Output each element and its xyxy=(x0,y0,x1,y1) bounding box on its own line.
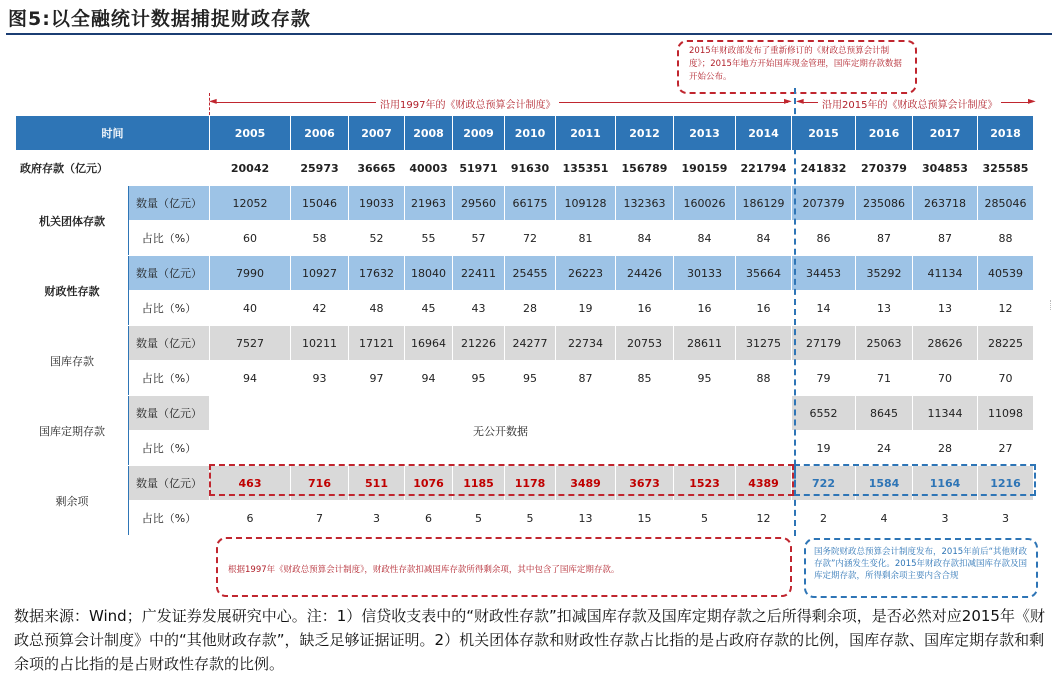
gov-deposit-label: 政府存款（亿元） xyxy=(16,151,210,186)
year-header: 2012 xyxy=(616,116,674,151)
table-cell: 5 xyxy=(453,501,505,536)
g3-qty-row xyxy=(16,326,1034,361)
table-cell: 72 xyxy=(505,221,556,256)
table-cell: 325585 xyxy=(978,151,1034,186)
table-cell: 70 xyxy=(978,361,1034,396)
table-cell: 109128 xyxy=(556,186,616,221)
table-cell: 304853 xyxy=(913,151,978,186)
table-cell: 16 xyxy=(616,291,674,326)
year-header: 2018 xyxy=(978,116,1034,151)
table-cell: 3 xyxy=(349,501,405,536)
table-cell: 270379 xyxy=(856,151,913,186)
pct-label: 占比（%） xyxy=(129,501,210,536)
title-rule xyxy=(6,33,1052,35)
g2-pct-row xyxy=(16,291,1034,326)
table-cell: 132363 xyxy=(616,186,674,221)
table-cell: 84 xyxy=(616,221,674,256)
table-cell: 4389 xyxy=(736,466,792,501)
table-cell: 7 xyxy=(291,501,349,536)
year-header: 2014 xyxy=(736,116,792,151)
g1-label: 机关团体存款 xyxy=(16,186,129,256)
table-cell: 6 xyxy=(405,501,453,536)
table-cell: 20042 xyxy=(210,151,291,186)
year-header: 2017 xyxy=(913,116,978,151)
g2-label: 财政性存款 xyxy=(16,256,129,326)
qty-label: 数量（亿元） xyxy=(129,326,210,361)
table-cell: 30133 xyxy=(674,256,736,291)
pct-label: 占比（%） xyxy=(129,431,210,466)
table-cell: 12052 xyxy=(210,186,291,221)
table-cell: 40 xyxy=(210,291,291,326)
table-cell: 48 xyxy=(349,291,405,326)
table-cell: 160026 xyxy=(674,186,736,221)
table-cell: 45 xyxy=(405,291,453,326)
g1-pct-row xyxy=(16,221,1034,256)
table-cell: 21226 xyxy=(453,326,505,361)
table-cell: 87 xyxy=(913,221,978,256)
table-cell: 186129 xyxy=(736,186,792,221)
arrow-right-icon: ► xyxy=(784,96,792,107)
table-cell: 19033 xyxy=(349,186,405,221)
pct-label: 占比（%） xyxy=(129,221,210,256)
table-cell: 11344 xyxy=(913,396,978,431)
table-cell: 57 xyxy=(453,221,505,256)
footer-note: 数据来源：Wind；广发证券发展研究中心。注：1）信贷收支表中的“财政性存款”扣减国库存款及国库定期存款之后所得剩余项，是否必然对应2015年《财政总预算会计制度》中的“其他财政存款”，缺乏足够证据证明。2）机关团体存款和财政性存款占比指的是占政府存款的比例，国库存款、国库定期存款和剩余项的占比指的是占财政性存款的比例。 xyxy=(14,607,1045,673)
table-cell: 91630 xyxy=(505,151,556,186)
table-cell: 25063 xyxy=(856,326,913,361)
table-cell: 28 xyxy=(913,431,978,466)
table-cell: 95 xyxy=(453,361,505,396)
table-cell: 93 xyxy=(291,361,349,396)
table-cell: 235086 xyxy=(856,186,913,221)
table-cell: 8645 xyxy=(856,396,913,431)
qty-label: 数量（亿元） xyxy=(129,466,210,501)
table-cell: 1584 xyxy=(856,466,913,501)
table-cell: 3673 xyxy=(616,466,674,501)
table-cell: 3 xyxy=(978,501,1034,536)
table-cell: 1178 xyxy=(505,466,556,501)
table-cell: 58 xyxy=(291,221,349,256)
table-cell: 94 xyxy=(210,361,291,396)
table-cell: 85 xyxy=(616,361,674,396)
table-cell: 263718 xyxy=(913,186,978,221)
table-cell: 24277 xyxy=(505,326,556,361)
table-cell: 16 xyxy=(736,291,792,326)
table-cell: 36665 xyxy=(349,151,405,186)
table-cell: 24 xyxy=(856,431,913,466)
table-cell: 207379 xyxy=(792,186,856,221)
table-cell: 71 xyxy=(856,361,913,396)
table-cell: 52 xyxy=(349,221,405,256)
table-cell: 17632 xyxy=(349,256,405,291)
table-cell: 1164 xyxy=(913,466,978,501)
table-cell: 95 xyxy=(674,361,736,396)
table-cell: 87 xyxy=(556,361,616,396)
table-cell: 27 xyxy=(978,431,1034,466)
table-cell: 88 xyxy=(978,221,1034,256)
table-cell: 16964 xyxy=(405,326,453,361)
gov-deposit-row xyxy=(16,151,1034,186)
table-cell: 81 xyxy=(556,221,616,256)
year-header: 2008 xyxy=(405,116,453,151)
table-cell: 41134 xyxy=(913,256,978,291)
g2-qty-row xyxy=(16,256,1034,291)
note-left: 根据1997年《财政总预算会计制度》，财政性存款扣减国库存款所得剩余项，其中包含了国库定期存款。 xyxy=(216,537,792,597)
table-cell: 15 xyxy=(616,501,674,536)
table-cell: 34453 xyxy=(792,256,856,291)
table-cell: 24426 xyxy=(616,256,674,291)
note-right: 国务院财政总预算会计制度发布，2015年前后“其他财政存款”内涵发生变化。2015年财政存款扣减国库存款及国库定期存款，所得剩余项主要内含合规 xyxy=(804,538,1038,598)
g4-label: 国库定期存款 xyxy=(16,396,129,466)
year-header: 2013 xyxy=(674,116,736,151)
table-cell: 190159 xyxy=(674,151,736,186)
arrow-left-icon: ◄ xyxy=(209,96,217,107)
table-cell: 28225 xyxy=(978,326,1034,361)
table-cell: 511 xyxy=(349,466,405,501)
table-cell: 6 xyxy=(210,501,291,536)
table-cell: 84 xyxy=(674,221,736,256)
pct-label: 占比（%） xyxy=(129,361,210,396)
time-header: 时间 xyxy=(16,116,210,151)
g1-qty-row xyxy=(16,186,1034,221)
table-cell: 70 xyxy=(913,361,978,396)
table-cell: 28 xyxy=(505,291,556,326)
table-cell: 285046 xyxy=(978,186,1034,221)
table-cell: 5 xyxy=(505,501,556,536)
year-header: 2007 xyxy=(349,116,405,151)
table-cell: 20753 xyxy=(616,326,674,361)
table-cell: 12 xyxy=(978,291,1034,326)
year-header: 2006 xyxy=(291,116,349,151)
table-cell: 716 xyxy=(291,466,349,501)
g5-pct-row xyxy=(16,501,1034,536)
table-cell: 19 xyxy=(792,431,856,466)
table-cell: 43 xyxy=(453,291,505,326)
g3-label: 国库存款 xyxy=(16,326,129,396)
table-cell: 13 xyxy=(856,291,913,326)
table-cell: 87 xyxy=(856,221,913,256)
no-public-data: 无公开数据 xyxy=(210,396,792,466)
table-cell: 27179 xyxy=(792,326,856,361)
table-cell: 22734 xyxy=(556,326,616,361)
table-cell: 4 xyxy=(856,501,913,536)
table-cell: 13 xyxy=(556,501,616,536)
table-cell: 35664 xyxy=(736,256,792,291)
table-cell: 29560 xyxy=(453,186,505,221)
year-header: 2005 xyxy=(210,116,291,151)
year-header: 2009 xyxy=(453,116,505,151)
table-cell: 5 xyxy=(674,501,736,536)
table-cell: 241832 xyxy=(792,151,856,186)
table-cell: 28611 xyxy=(674,326,736,361)
table-cell: 88 xyxy=(736,361,792,396)
table-cell: 51971 xyxy=(453,151,505,186)
table-cell: 42 xyxy=(291,291,349,326)
bracket-left-label: 沿用1997年的《财政总预算会计制度》 xyxy=(376,96,559,111)
table-cell: 1216 xyxy=(978,466,1034,501)
year-header: 2010 xyxy=(505,116,556,151)
table-cell: 2 xyxy=(792,501,856,536)
table-cell: 35292 xyxy=(856,256,913,291)
table-cell: 28626 xyxy=(913,326,978,361)
table-cell: 60 xyxy=(210,221,291,256)
bracket-right-label: 沿用2015年的《财政总预算会计制度》 xyxy=(818,96,1001,111)
year-header: 2016 xyxy=(856,116,913,151)
table-cell: 25455 xyxy=(505,256,556,291)
residual-highlight-1997 xyxy=(209,464,794,496)
table-cell: 79 xyxy=(792,361,856,396)
table-cell: 22411 xyxy=(453,256,505,291)
table-cell: 21963 xyxy=(405,186,453,221)
table-cell: 95 xyxy=(505,361,556,396)
table-cell: 40539 xyxy=(978,256,1034,291)
pct-label: 占比（%） xyxy=(129,291,210,326)
table-cell: 17121 xyxy=(349,326,405,361)
table-cell: 31275 xyxy=(736,326,792,361)
residual-highlight-2015 xyxy=(794,464,1036,496)
year-header: 2011 xyxy=(556,116,616,151)
table-cell: 12 xyxy=(736,501,792,536)
table-cell: 94 xyxy=(405,361,453,396)
table-cell: 16 xyxy=(674,291,736,326)
table-cell: 7527 xyxy=(210,326,291,361)
g4-qty-row xyxy=(16,396,1034,431)
table-cell: 156789 xyxy=(616,151,674,186)
figure-title: 图5:以全融统计数据捕捉财政存款 xyxy=(8,8,311,30)
table-cell: 7990 xyxy=(210,256,291,291)
table-cell: 10211 xyxy=(291,326,349,361)
table-cell: 722 xyxy=(792,466,856,501)
header-row xyxy=(16,116,1034,151)
table-cell: 463 xyxy=(210,466,291,501)
table-cell: 221794 xyxy=(736,151,792,186)
qty-label: 数量（亿元） xyxy=(129,186,210,221)
qty-label: 数量（亿元） xyxy=(129,256,210,291)
table-cell: 14 xyxy=(792,291,856,326)
table-cell: 55 xyxy=(405,221,453,256)
page-edge-marker xyxy=(1050,300,1057,310)
table-cell: 1185 xyxy=(453,466,505,501)
g5-label: 剩余项 xyxy=(16,466,129,536)
table-cell: 84 xyxy=(736,221,792,256)
table-cell: 25973 xyxy=(291,151,349,186)
year-header: 2015 xyxy=(792,116,856,151)
note-top: 2015年财政部发布了重新修订的《财政总预算会计制度》；2015年地方开始国库现金管理，国库定期存款数据开始公布。 xyxy=(677,40,917,94)
table-cell: 97 xyxy=(349,361,405,396)
arrow-right-icon: ► xyxy=(1028,96,1036,107)
table-cell: 19 xyxy=(556,291,616,326)
table-cell: 3 xyxy=(913,501,978,536)
table-cell: 10927 xyxy=(291,256,349,291)
table-cell: 40003 xyxy=(405,151,453,186)
table-cell: 3489 xyxy=(556,466,616,501)
table-cell: 1523 xyxy=(674,466,736,501)
table-cell: 15046 xyxy=(291,186,349,221)
table-cell: 135351 xyxy=(556,151,616,186)
g3-pct-row xyxy=(16,361,1034,396)
table-cell: 26223 xyxy=(556,256,616,291)
table-cell: 13 xyxy=(913,291,978,326)
arrow-left-icon: ◄ xyxy=(796,96,804,107)
table-cell: 1076 xyxy=(405,466,453,501)
table-cell: 18040 xyxy=(405,256,453,291)
table-cell: 11098 xyxy=(978,396,1034,431)
table-cell: 86 xyxy=(792,221,856,256)
qty-label: 数量（亿元） xyxy=(129,396,210,431)
table-cell: 66175 xyxy=(505,186,556,221)
table-cell: 6552 xyxy=(792,396,856,431)
